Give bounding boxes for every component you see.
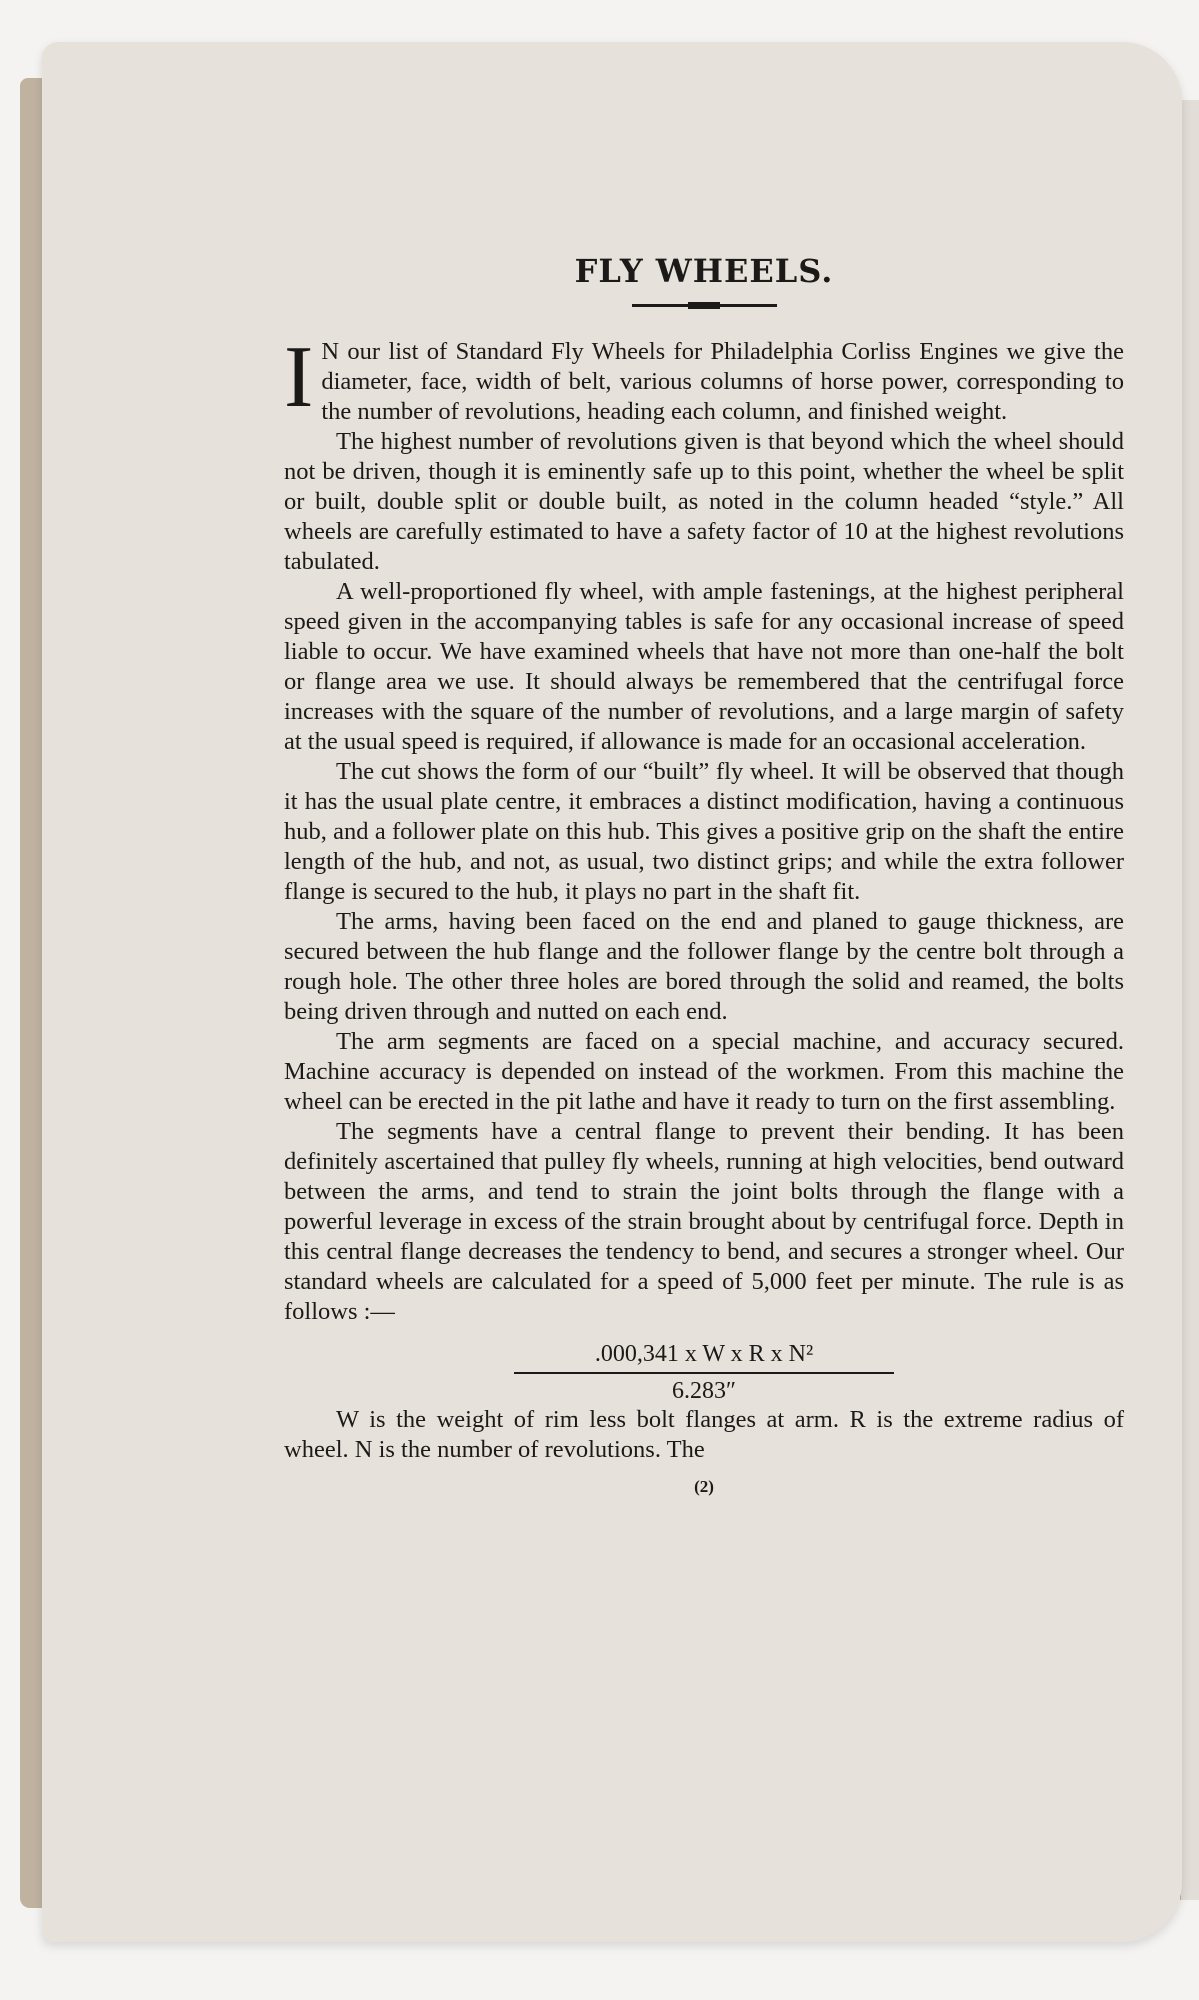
page-content [284,252,1124,1497]
next-page-edge [1180,100,1199,1900]
paragraph-1-text: N our list of Standard Fly Wheels for Philadelphia Corliss Engines we give the diameter, face, width of belt, various columns of horse power, corresponding to the number of revolutions, heading each column, and finished weight. [321,338,1124,425]
formula-numerator: .000,341 x W x R x N² [594,1341,814,1367]
drop-cap: I [284,329,314,426]
paragraph-4: The cut shows the form of our “built” fly wheel. It will be observed that though it has the usual plate centre, it embraces a distinct modification, having a continuous hub, and a follower plate on this hub. This gives a positive grip on the shaft the entire length of the hub, and not, as usual, two distinct grips; and while the extra follower flange is secured to the hub, it plays no part in the shaft fit. [284,758,1124,905]
title-ornament-rule [632,304,777,307]
paragraph-6: The arm segments are faced on a special machine, and accuracy secured. Machine accuracy is depended on instead of the workmen. From this machine the wheel can be erected in the pit lathe and have it ready to turn on the first assembling. [284,1028,1124,1115]
book-page [42,42,1182,1942]
page-number: (2) [694,1477,714,1496]
paragraph-7: The segments have a central flange to prevent their bending. It has been definitely ascertained that pulley fly wheels, running at high velocities, bend outward between the arms, and tend to strain the joint bolts through the flange with a powerful leverage in excess of the strain brought about by centrifugal force. Depth in this central flange decreases the tendency to bend, and secures a stronger wheel. Our standard wheels are calculated for a speed of 5,000 feet per minute. The rule is as follows :— [284,1118,1124,1325]
paragraph-1 [284,329,1124,427]
closing-paragraph: W is the weight of rim less bolt flanges at arm. R is the extreme radius of wheel. N is the number of revolutions. The [284,1406,1124,1463]
page-title: FLY WHEELS. [574,252,834,290]
paragraph-5: The arms, having been faced on the end and planed to gauge thickness, are secured between the hub flange and the follower flange by the centre bolt through a rough hole. The other three holes are bored through the solid and reamed, the bolts being driven through and nutted on each end. [284,908,1124,1025]
formula [514,1341,894,1405]
formula-denominator: 6.283″ [672,1378,736,1404]
paragraph-2: The highest number of revolutions given is that beyond which the wheel should not be driven, though it is eminently safe up to this point, whether the wheel be split or built, double split or double built, as noted in the column headed “style.” All wheels are carefully estimated to have a safety factor of 10 at the highest revolutions tabulated. [284,428,1124,575]
paragraph-3: A well-proportioned fly wheel, with ample fastenings, at the highest peripheral speed given in the accompanying tables is safe for any occasional increase of speed liable to occur. We have examined wheels that have not more than one-half the bolt or flange area we use. It should always be remembered that the centrifugal force increases with the square of the number of revolutions, and a large margin of safety at the usual speed is required, if allowance is made for an occasional acceleration. [284,578,1124,755]
